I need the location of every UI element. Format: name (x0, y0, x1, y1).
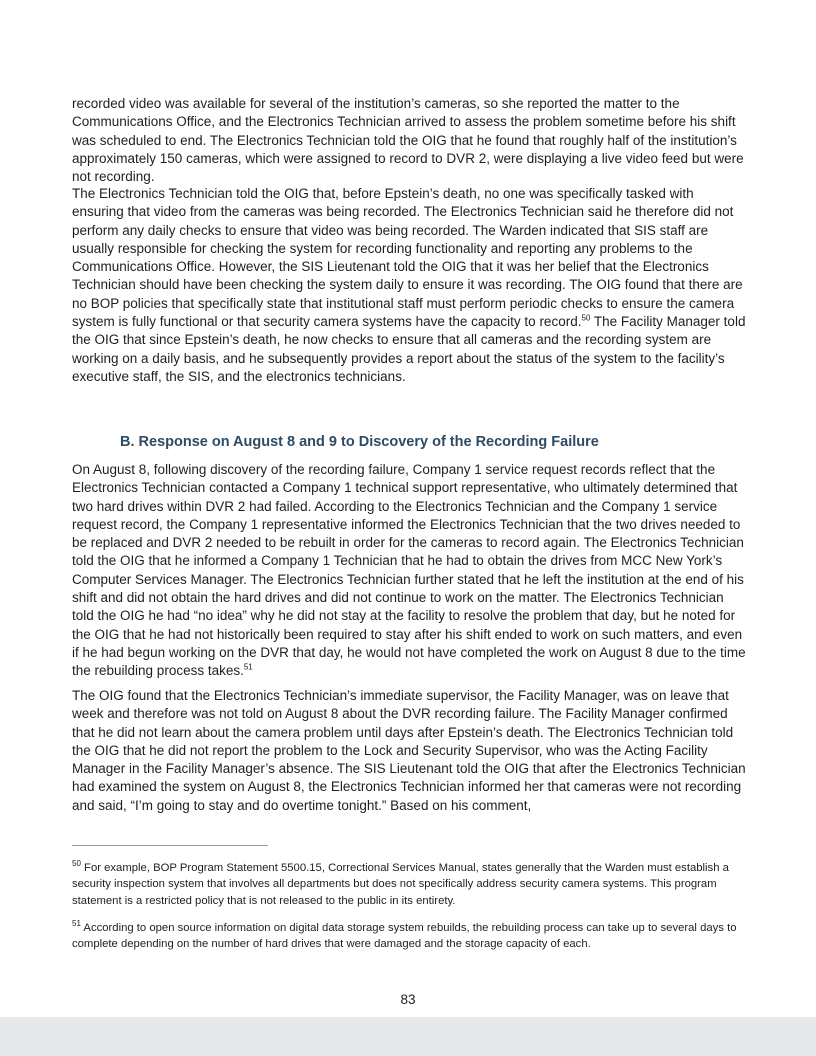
footnote-text: According to open source information on digital data storage system rebuilds, the rebuilding process can take up to several days to complete depending on the number of hard drives that were damaged and the storage capacity of each. (72, 922, 737, 951)
paragraph-2 (72, 185, 746, 386)
page-number: 83 (400, 992, 416, 1007)
section-heading: B. Response on August 8 and 9 to Discovery of the Recording Failure (120, 434, 599, 450)
footnote-50 (72, 860, 748, 909)
paragraph-2-text-a: The Electronics Technician told the OIG that, before Epstein’s death, no one was specifically tasked with ensuring that video from the cameras was being recorded. The Electronics Technician said he therefore did not perform any daily checks to ensure that video was being recorded. The Warden indicated that SIS staff are usually responsible for checking the system for recording functionality and reporting any problems to the Communications Office. However, the SIS Lieutenant told the OIG that it was her belief that the Electronics Technician should have been checking the system daily to ensure it was recording. The OIG found that there are no BOP policies that specifically state that institutional staff must perform periodic checks to ensure the camera system is fully functional or that security camera systems have the capacity to record. (72, 186, 743, 330)
paragraph-2-text-b: The Facility Manager told the OIG that since Epstein’s death, he now checks to ensure that all cameras and the recording system are working on a daily basis, and he subsequently provides a report about the status of the system to the facility’s executive staff, the SIS, and the electronics technicians. (72, 314, 746, 384)
footnote-number: 50 (72, 859, 81, 869)
paragraph-1: recorded video was available for several of the institution’s cameras, so she reported the matter to the Communications Office, and the Electronics Technician arrived to assess the problem sometime before his shift was scheduled to end. The Electronics Technician told the OIG that he found that roughly half of the institution’s approximately 150 cameras, which were assigned to record to DVR 2, were displaying a live video feed but were not recording. (72, 96, 744, 185)
footnote-ref-50[interactable]: 50 (581, 313, 591, 323)
footnote-number: 51 (72, 919, 81, 929)
footnote-text: For example, BOP Program Statement 5500.15, Correctional Services Manual, states generally that the Warden must establish a security inspection system that involves all departments but does not specifically address security camera systems. This program statement is a restricted policy that is not released to the public in its entirety. (72, 862, 729, 907)
paragraph-4: The OIG found that the Electronics Technician’s immediate supervisor, the Facility Manager, was on leave that week and therefore was not told on August 8 about the DVR recording failure. The Facility Manager confirmed that he did not learn about the camera problem until days after Epstein’s death. The Electronics Technician told the OIG that he did not report the problem to the Lock and Security Supervisor, who was the Acting Facility Manager in the Facility Manager’s absence. The SIS Lieutenant told the OIG that after the Electronics Technician had examined the system on August 8, the Electronics Technician informed her that cameras were not recording and said, “I’m going to stay and do overtime tonight.” Based on his comment, (72, 688, 746, 813)
footnote-ref-51[interactable]: 51 (243, 662, 253, 672)
viewer-bottom-bar (0, 1017, 816, 1056)
footnote-51 (72, 920, 748, 953)
footnote-divider (72, 845, 268, 846)
paragraph-3 (72, 461, 746, 681)
paragraph-3-text: On August 8, following discovery of the recording failure, Company 1 service request records reflect that the Electronics Technician contacted a Company 1 technical support representative, who ultimately determined that two hard drives within DVR 2 had failed. According to the Electronics Technician and the Company 1 service request record, the Company 1 representative informed the Electronics Technician that the two drives needed to be replaced and DVR 2 needed to be rebuilt in order for the cameras to record again. The Electronics Technician told the OIG that he informed a Company 1 Technician that he had to obtain the drives from MCC New York’s Computer Services Manager. The Electronics Technician further stated that he left the institution at the end of his shift and did not obtain the hard drives and did not continue to work on the matter. The Electronics Technician told the OIG he had “no idea” why he did not stay at the facility to resolve the problem that day, but he noted for the OIG that he had not historically been required to stay after his shift ended to work on such matters, and even if he had begun working on the DVR that day, he would not have completed the work on August 8 due to the time the rebuilding process takes. (72, 462, 746, 679)
